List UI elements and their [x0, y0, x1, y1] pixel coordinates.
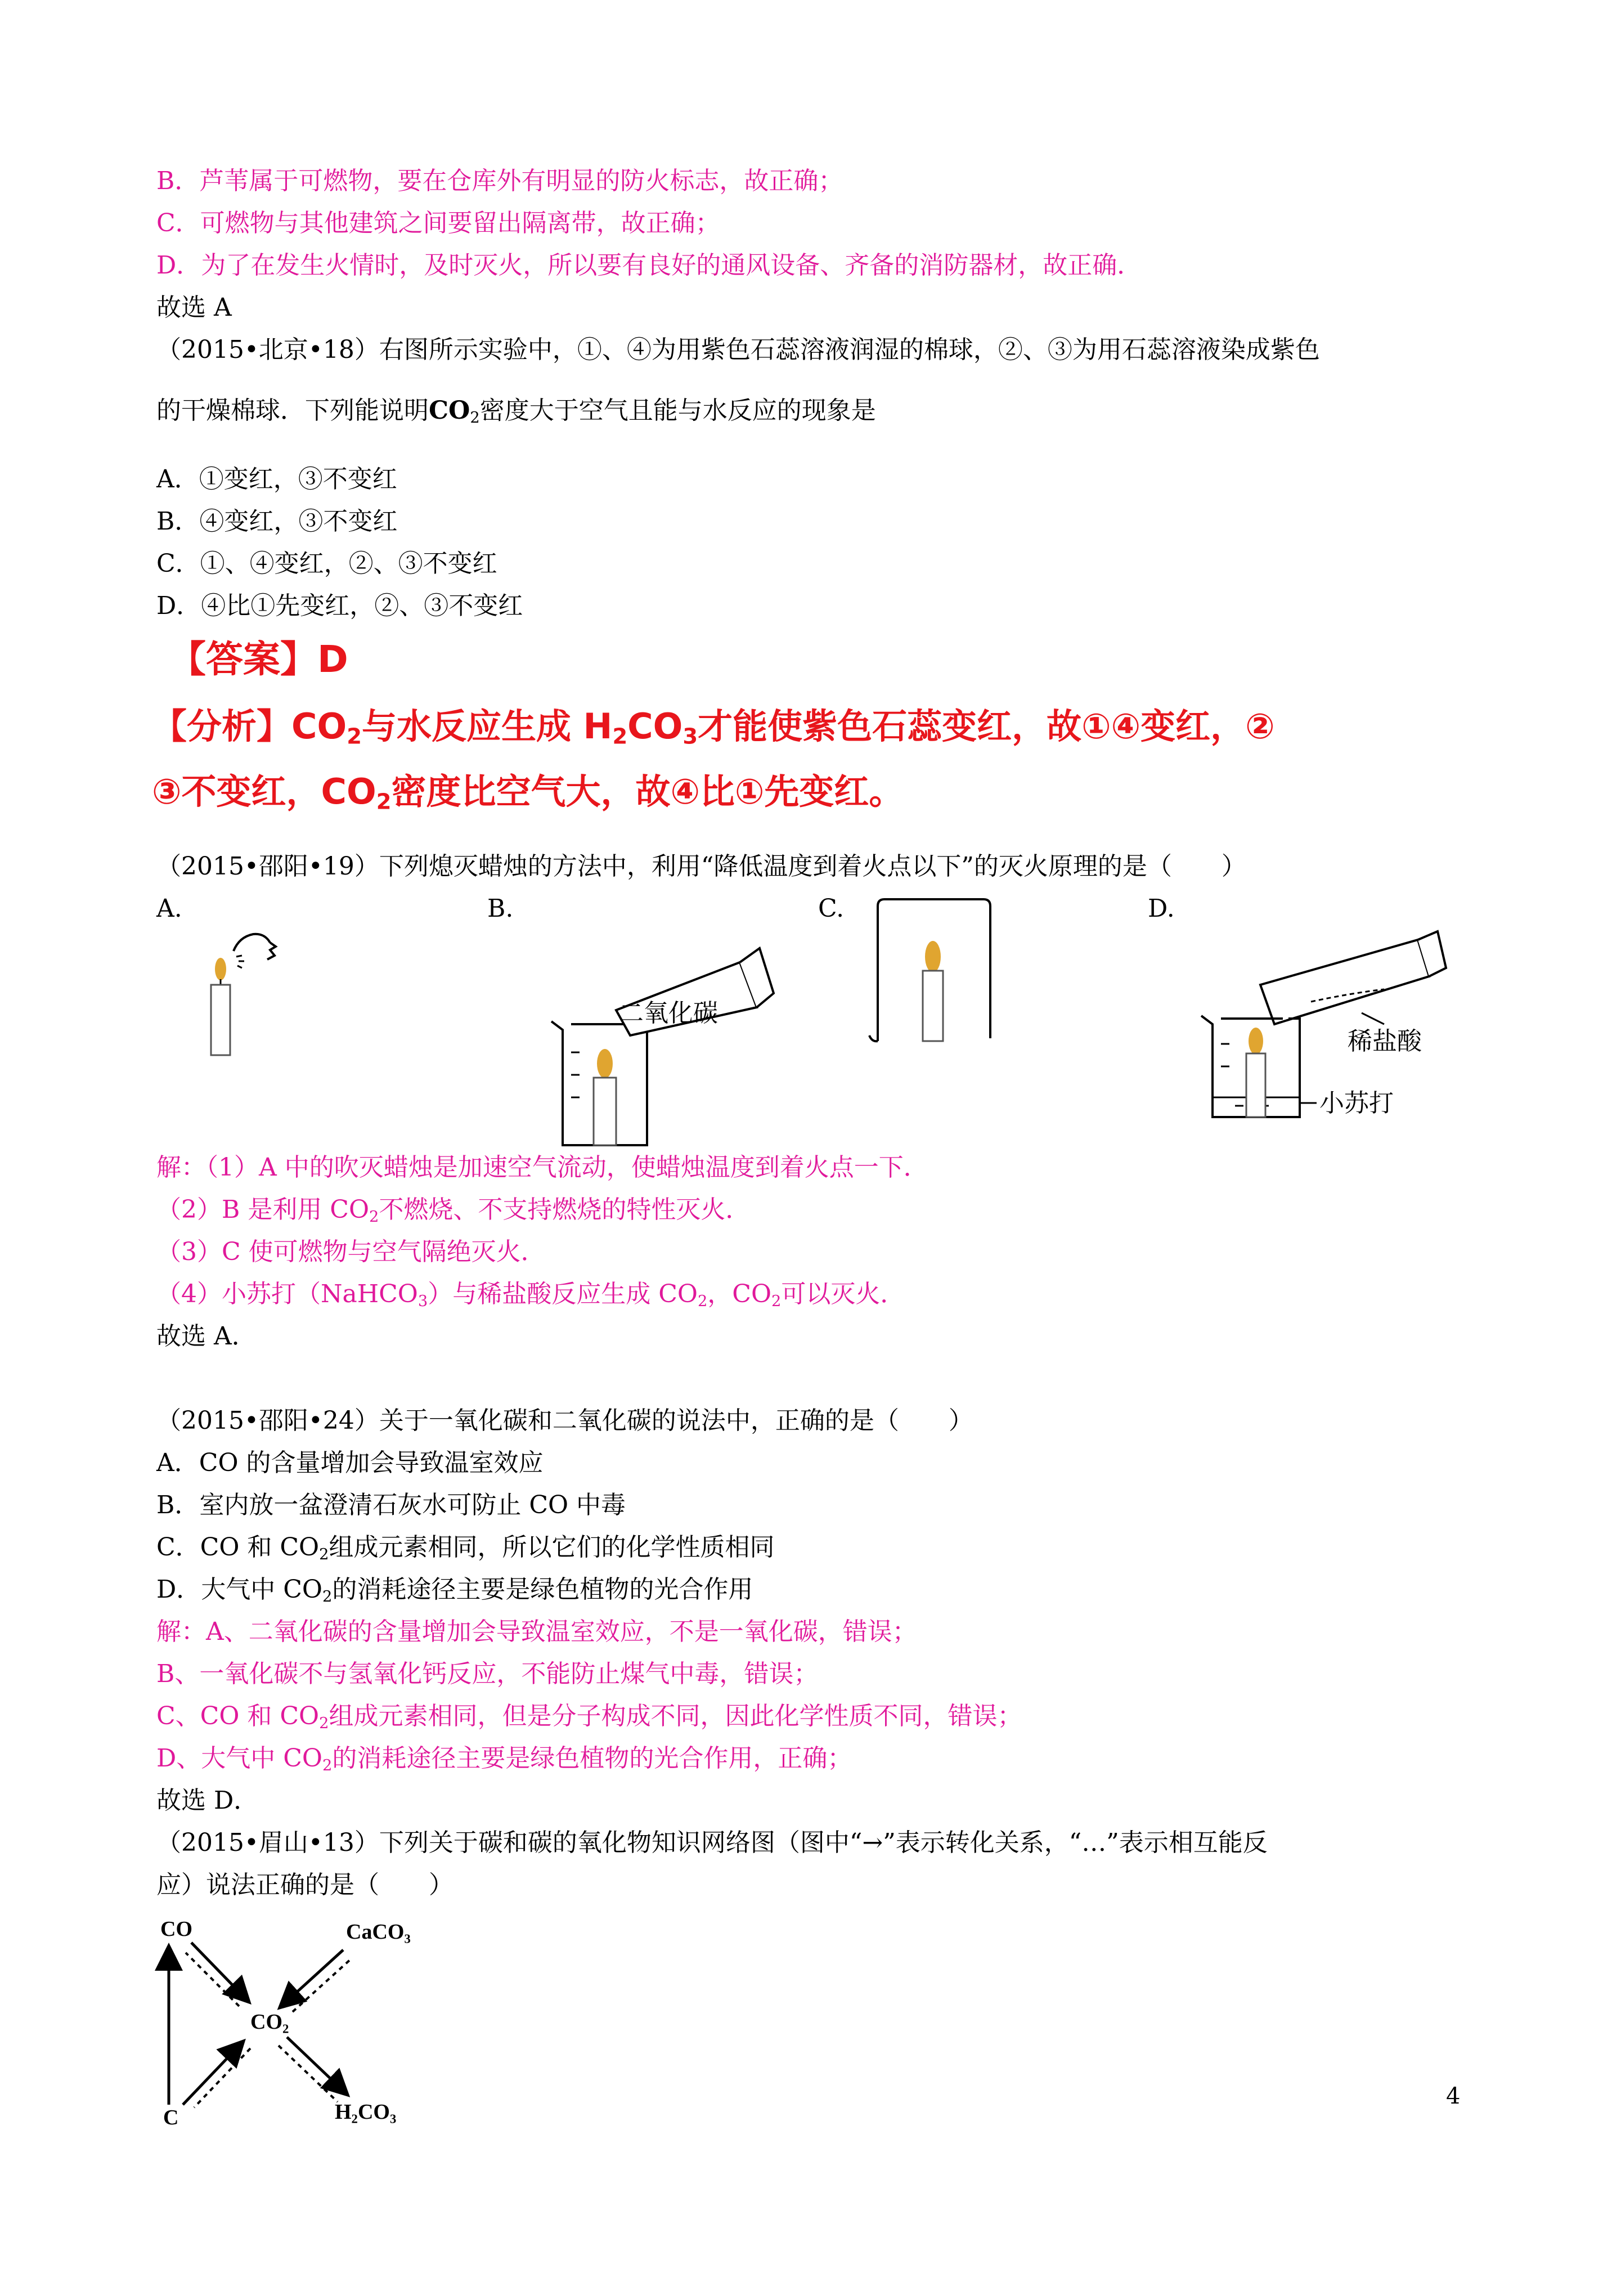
figure-b-co2-beaker — [518, 923, 776, 1148]
q19-solution-3: （3）C 使可燃物与空气隔绝灭火． — [156, 1237, 546, 1266]
arrow-caco3-to-co2 — [281, 1950, 343, 2006]
q13-stem-line2: 应）说法正确的是（ ） — [156, 1871, 453, 1899]
q19-letter-b: B. — [487, 894, 514, 923]
label-dilute-hcl: 稀盐酸 — [1348, 1027, 1422, 1056]
q18-option-a: A．①变红，③不变红 — [156, 465, 397, 494]
dots-co2-caco3 — [293, 1958, 352, 2012]
q19-solution-4: （4）小苏打（NaHCO$_3$）与稀盐酸反应生成 $CO_2$，$CO_2$可以灭火． — [156, 1280, 905, 1310]
q24-solution-d: D、大气中 $CO_2$的消耗途径主要是绿色植物的光合作用，正确； — [156, 1744, 852, 1774]
q18-analysis-line2: ③不变红，$CO_2$密度比空气大，故④比①先变红。 — [152, 771, 904, 815]
q18-option-b: B．④变红，③不变红 — [156, 507, 398, 536]
node-h2co3: H₂CO₃ — [335, 2100, 397, 2124]
arrow-c-to-co2 — [183, 2043, 242, 2105]
figure-a-blow-candle — [186, 923, 321, 1058]
figure-c-covered-candle — [861, 889, 1007, 1047]
node-co2: CO₂ — [250, 2010, 289, 2034]
q24-option-a: A．CO 的含量增加会导致温室效应 — [156, 1449, 544, 1477]
q24-solution-b: B、一氧化碳不与氢氧化钙反应，不能防止煤气中毒，错误； — [156, 1660, 819, 1688]
prev-option-d: D．为了在发生火情时，及时灭火，所以要有良好的通风设备、齐备的消防器材，故正确． — [156, 251, 1142, 280]
q24-option-c: C．CO 和 $CO_2$组成元素相同，所以它们的化学性质相同 — [156, 1533, 775, 1563]
candle-body — [211, 985, 230, 1055]
node-co: CO — [160, 1917, 192, 1941]
dots-co2-co — [186, 1953, 239, 2006]
q24-answer: 故选 D． — [156, 1786, 259, 1815]
prev-answer: 故选 A — [156, 293, 232, 322]
q24-option-b: B．室内放一盆澄清石灰水可防止 CO 中毒 — [156, 1491, 626, 1519]
q24-solution-a: 解：A、二氧化碳的含量增加会导致温室效应，不是一氧化碳，错误； — [156, 1617, 917, 1646]
q18-option-c: C．①、④变红，②、③不变红 — [156, 549, 497, 578]
q18-option-d: D．④比①先变红，②、③不变红 — [156, 591, 523, 620]
arrow-co-to-co2 — [191, 1943, 248, 2001]
q18-analysis-line1: 【分析】$CO_2$与水反应生成 $H_2CO_3$才能使紫色石蕊变红，故①④变红，② — [152, 706, 1275, 750]
prev-option-b: B．芦苇属于可燃物，要在仓库外有明显的防火标志，故正确； — [156, 167, 843, 195]
prev-option-c: C．可燃物与其他建筑之间要留出隔离带，故正确； — [156, 209, 720, 237]
node-c: C — [163, 2106, 179, 2129]
q24-option-d: D．大气中 $CO_2$的消耗途径主要是绿色植物的光合作用 — [156, 1575, 753, 1606]
figure-d-acid-soda — [1182, 923, 1497, 1159]
q18-stem-line2: 的干燥棉球．下列能说明$CO_2$密度大于空气且能与水反应的现象是 — [156, 396, 876, 427]
dots-co2-h2co3 — [279, 2046, 338, 2102]
q18-stem-line1: （2015•北京•18）右图所示实验中，①、④为用紫色石蕊溶液润湿的棉球，②、③为用石蕊溶液染成紫色 — [156, 335, 1320, 364]
arrow-co2-to-h2co3 — [287, 2037, 346, 2093]
q19-solution-2: （2）B 是利用 $CO_2$不燃烧、不支持燃烧的特性灭火． — [156, 1195, 751, 1226]
label-baking-soda: 小苏打 — [1319, 1089, 1394, 1118]
label-co2: 二氧化碳 — [619, 999, 718, 1028]
q19-letter-a: A. — [156, 894, 182, 923]
dots-co2-c — [194, 2048, 250, 2107]
q19-stem: （2015•邵阳•19）下列熄灭蜡烛的方法中，利用“降低温度到着火点以下”的灭火原理的是（ ） — [156, 852, 1246, 881]
node-caco3: CaCO₃ — [346, 1920, 411, 1944]
q13-stem-line1: （2015•眉山•13）下列关于碳和碳的氧化物知识网络图（图中“→”表示转化关系，“…”表示相互能反 — [156, 1828, 1268, 1857]
q24-solution-c: C、CO 和 $CO_2$组成元素相同，但是分子构成不同，因此化学性质不同，错误； — [156, 1702, 1022, 1732]
page-number: 4 — [1446, 2083, 1461, 2109]
q19-letter-c: C. — [818, 894, 845, 923]
q18-answer: 【答案】D — [169, 638, 348, 681]
q19-answer: 故选 A． — [156, 1322, 257, 1351]
q19-solution-1: 解：（1）A 中的吹灭蜡烛是加速空气流动，使蜡烛温度到着火点一下． — [156, 1153, 928, 1182]
carbon-network-diagram — [152, 1908, 444, 2133]
q24-stem: （2015•邵阳•24）关于一氧化碳和二氧化碳的说法中，正确的是（ ） — [156, 1406, 973, 1435]
q19-letter-d: D. — [1148, 894, 1175, 923]
